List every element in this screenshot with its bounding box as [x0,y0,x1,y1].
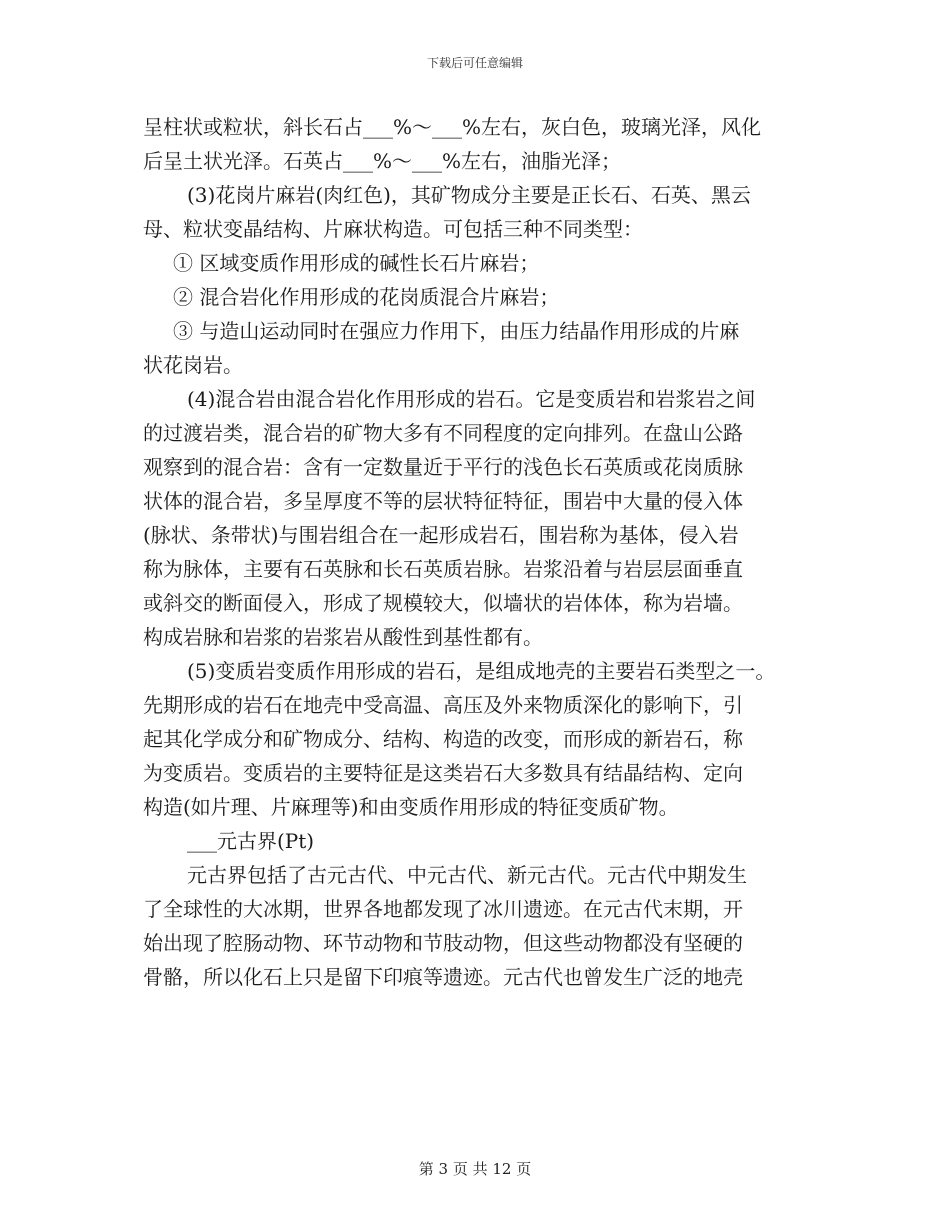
text-line-8: 状花岗岩。 [143,353,243,377]
text-line-11: 观察到的混合岩：含有一定数量近于平行的浅色长石英质或花岗质脉 [143,455,743,479]
text-line-5: ① 区域变质作用形成的碱性长石片麻岩； [173,251,540,275]
text-line-2: 后呈土状光泽。石英占___%～___%左右，油脂光泽； [143,149,622,173]
text-line-10: 的过渡岩类，混合岩的矿物大多有不同程度的定向排列。在盘山公路 [143,421,743,445]
text-line-4: 母、粒状变晶结构、片麻状构造。可包括三种不同类型： [143,217,643,241]
text-line-26: 骨骼，所以化石上只是留下印痕等遗迹。元古代也曾发生广泛的地壳 [143,965,743,989]
text-line-17: (5)变质岩变质作用形成的岩石，是组成地壳的主要岩石类型之一。 [187,659,776,683]
text-line-13: (脉状、条带状)与围岩组合在一起形成岩石，围岩称为基体，侵入岩 [143,523,739,547]
text-line-24: 了全球性的大冰期，世界各地都发现了冰川遗迹。在元古代末期，开 [143,897,743,921]
text-line-20: 为变质岩。变质岩的主要特征是这类岩石大多数具有结晶结构、定向 [143,761,743,785]
section-heading: ___元古界(Pt) [187,829,315,853]
text-line-6: ② 混合岩化作用形成的花岗质混合片麻岩； [173,285,560,309]
text-line-15: 或斜交的断面侵入，形成了规模较大，似墙状的岩体体，称为岩墙。 [143,591,743,615]
text-line-16: 构成岩脉和岩浆的岩浆岩从酸性到基性都有。 [143,625,543,649]
text-line-9: (4)混合岩由混合岩化作用形成的岩石。它是变质岩和岩浆岩之间 [187,387,756,411]
text-line-1: 呈柱状或粒状，斜长石占___%～___%左右，灰白色，玻璃光泽，风化 [143,115,762,139]
text-line-7: ③ 与造山运动同时在强应力作用下，由压力结晶作用形成的片麻 [173,319,740,343]
text-line-12: 状体的混合岩，多呈厚度不等的层状特征特征，围岩中大量的侵入体 [143,489,743,513]
text-line-3: (3)花岗片麻岩(肉红色)，其矿物成分主要是正长石、石英、黑云 [187,183,751,207]
header-note: 下载后可任意编辑 [426,56,523,70]
document-body [143,110,807,994]
text-line-21: 构造(如片理、片麻理等)和由变质作用形成的特征变质矿物。 [143,795,679,819]
text-line-18: 先期形成的岩石在地壳中受高温、高压及外来物质深化的影响下，引 [143,693,743,717]
text-line-25: 始出现了腔肠动物、环节动物和节肢动物，但这些动物都没有坚硬的 [143,931,743,955]
text-line-23: 元古界包括了古元古代、中元古代、新元古代。元古代中期发生 [187,863,747,887]
text-line-14: 称为脉体，主要有石英脉和长石英质岩脉。岩浆沿着与岩层层面垂直 [143,557,743,581]
page-number: 第 3 页 共 12 页 [418,1160,532,1178]
text-line-19: 起其化学成分和矿物成分、结构、构造的改变，而形成的新岩石，称 [143,727,743,751]
